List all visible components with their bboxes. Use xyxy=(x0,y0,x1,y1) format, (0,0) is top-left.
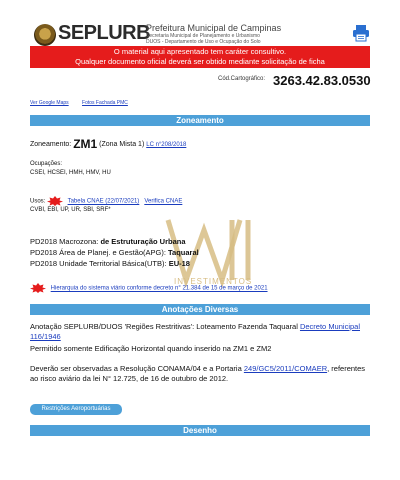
tabela-cnae-link[interactable]: Tabela CNAE (22/07/2021) xyxy=(67,198,140,205)
restricoes-aeroportuarias-button[interactable]: Restrições Aeroportuárias xyxy=(30,404,122,415)
ocupacoes-value: CSEI, HCSEI, HMH, HMV, HU xyxy=(30,170,111,176)
google-maps-link[interactable]: Ver Google Maps xyxy=(30,100,69,106)
pd2018-info xyxy=(30,236,199,269)
zoneamento-line xyxy=(30,137,186,151)
external-links xyxy=(30,100,140,106)
usos-label: Usos: xyxy=(30,198,46,205)
header xyxy=(0,0,400,46)
banner-line-1: O material aqui apresentado tem caráter consultivo. xyxy=(113,47,287,56)
pd2018-apg-value: Taquaral xyxy=(168,248,199,257)
anotacao-p1-text: Anotação SEPLURB/DUOS 'Regiões Restritivas': Loteamento Fazenda Taquaral xyxy=(30,322,298,331)
pd2018-utb-label: PD2018 Unidade Territorial Básica(UTB): xyxy=(30,259,167,268)
zone-description: (Zona Mista 1) xyxy=(99,141,145,148)
pd2018-utb xyxy=(30,258,199,269)
desenho-section-title: Desenho xyxy=(30,425,370,436)
hierarquia-line xyxy=(30,283,268,293)
pd2018-macrozona-value: de Estruturação Urbana xyxy=(100,237,186,246)
cod-cartografico-label: Cód.Cartográfico: xyxy=(218,76,266,82)
print-icon[interactable] xyxy=(352,24,370,42)
campinas-seal-icon xyxy=(34,24,56,46)
usos-line xyxy=(30,196,182,206)
banner-line-2: Qualquer documento oficial deverá ser obtido mediante solicitação de ficha xyxy=(75,57,325,66)
anotacao-edificacao-horizontal: Permitido somente Edificação Horizontal quando inserido na ZM1 e ZM2 xyxy=(30,344,272,353)
pd2018-apg xyxy=(30,247,199,258)
anotacao-conama xyxy=(30,364,370,384)
anotacao-p3-text-b: , referentes ao risco aviário da lei N° 12.725, de 16 de outubro de 2012. xyxy=(30,364,366,383)
new-badge-icon xyxy=(47,196,63,206)
portaria-comaer-link[interactable]: 249/GC5/2011/COMAER xyxy=(243,364,328,373)
pd2018-apg-label: PD2018 Área de Planej. e Gestão(APG): xyxy=(30,248,166,257)
seplurb-logo: SEPLURB xyxy=(58,22,151,44)
fotos-fachada-link[interactable]: Fotos Fachada PMC xyxy=(82,100,128,106)
zone-code: ZM1 xyxy=(73,137,98,151)
new-badge-icon xyxy=(30,283,46,293)
departamento-name: DUOS - Departamento de Uso e Ocupação do Solo xyxy=(146,39,261,45)
consultive-warning-banner xyxy=(30,46,370,68)
lc-208-link[interactable]: LC n°208/2018 xyxy=(146,142,187,148)
pd2018-macrozona-label: PD2018 Macrozona: xyxy=(30,237,99,246)
anotacoes-section-title: Anotações Diversas xyxy=(30,304,370,315)
secretaria-name: Secretaria Municipal de Planejamento e Urbanismo xyxy=(146,33,260,39)
cod-cartografico-value: 3263.42.83.0530 xyxy=(273,73,371,88)
watermark-text: INVESTIMENTOS xyxy=(174,277,253,286)
anotacao-p3-text-a: Deverão ser observadas a Resolução CONAMA/04 e a Portaria xyxy=(30,364,242,373)
pd2018-utb-value: EU-18 xyxy=(168,259,190,268)
verifica-cnae-link[interactable]: Verifica CNAE xyxy=(144,198,183,205)
decreto-116-link[interactable]: Decreto Municipal 116/1946 xyxy=(30,322,360,341)
prefeitura-title xyxy=(146,24,281,45)
pd2018-macrozona xyxy=(30,236,199,247)
ocupacoes-label: Ocupações: xyxy=(30,161,63,167)
anotacao-regioes-restritivas xyxy=(30,322,370,342)
usos-value: CVBI, EBI, UP, UR, SBI, SRF* xyxy=(30,207,111,213)
zoneamento-section-title: Zoneamento xyxy=(30,115,370,126)
zoneamento-label: Zoneamento: xyxy=(30,141,72,148)
prefeitura-name: Prefeitura Municipal de Campinas xyxy=(146,23,282,33)
hierarquia-viario-link[interactable]: Hierarquia do sistema viário conforme decreto n° 21.384 de 15 de março de 2021 xyxy=(50,285,268,292)
